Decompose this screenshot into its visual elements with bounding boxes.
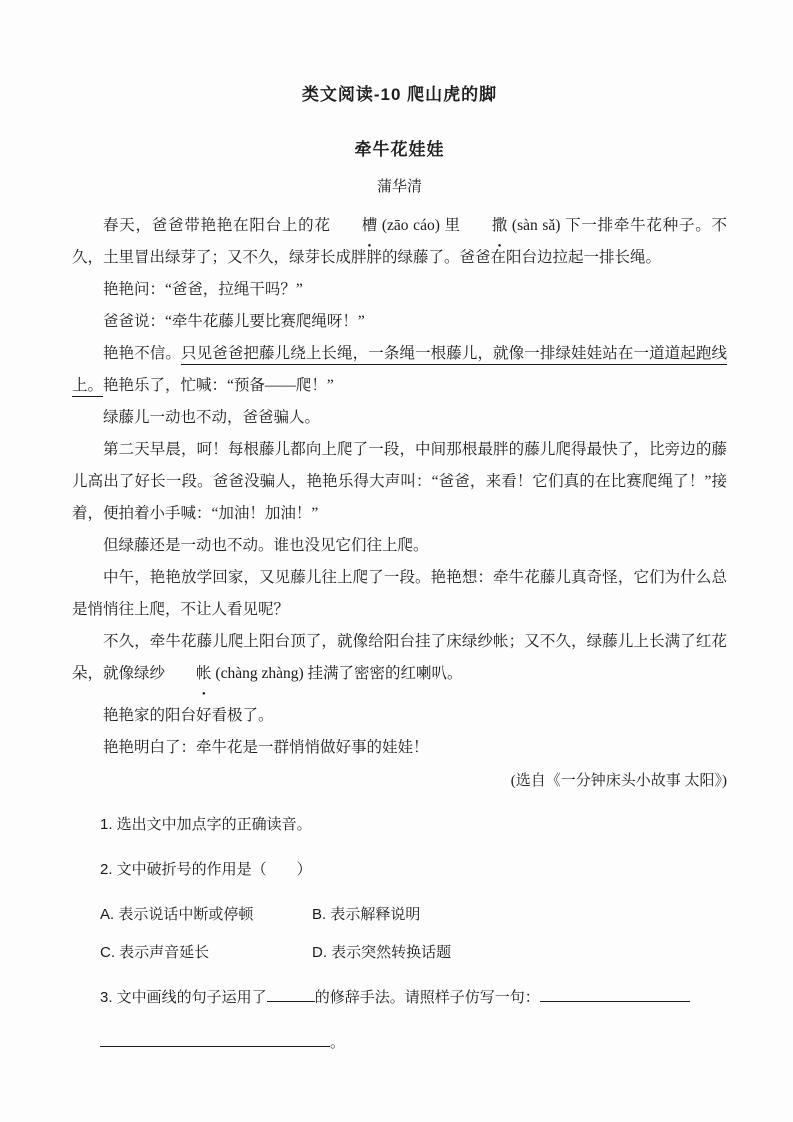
story-body [72, 210, 727, 764]
story-text: 不久，牵牛花藤儿爬上阳台顶了，就像给阳台挂了床绿纱帐；又不久，绿藤儿上长满了红花朵，就像绿纱 [72, 633, 727, 683]
option-c: C. 表示声音延长 [100, 944, 210, 962]
story-text: 中午，艳艳放学回家，又见藤儿往上爬了一段。艳艳想：牵牛花藤儿真奇怪，它们为什么总是悄悄往上爬，不让人看见呢？ [72, 569, 727, 619]
question-3-continuation [100, 1028, 727, 1058]
emphasis-dot-char: 帐 ● [165, 658, 212, 690]
question-3-period: 。 [330, 1034, 346, 1052]
answer-blank-line-2[interactable] [100, 1031, 330, 1047]
story-paragraph [72, 530, 727, 562]
story-text: 艳艳明白了：牵牛花是一群悄悄做好事的娃娃！ [103, 739, 429, 757]
question-3-text-2: 的修辞手法。请照样子仿写一句： [314, 989, 540, 1007]
story-text: 艳艳家的阳台好看极了。 [103, 707, 274, 725]
answer-blank-line-1[interactable] [540, 986, 690, 1002]
emphasis-dot-char: 槽 ● [331, 210, 378, 242]
story-text: 艳艳乐了，忙喊：“预备——爬！” [103, 377, 334, 395]
question-3 [100, 983, 727, 1013]
option-b: B. 表示解释说明 [312, 906, 421, 924]
question-2-options [100, 900, 727, 968]
story-text: 但绿藤还是一动也不动。谁也没见它们往上爬。 [103, 537, 429, 555]
story-paragraph [72, 274, 727, 306]
story-paragraph [72, 210, 727, 274]
option-d: D. 表示突然转换话题 [312, 944, 452, 962]
underlined-sentence: 只见爸爸把藤儿绕上长绳，一条绳一根藤儿，就像一排绿娃娃站在一道道起跑线上。 [72, 345, 727, 397]
story-source: (选自《一分钟床头小故事 太阳》) [510, 773, 727, 790]
questions-section [72, 810, 727, 1058]
story-text: 艳艳问：“爸爸，拉绳干吗？” [103, 281, 303, 299]
story-paragraph [72, 562, 727, 626]
story-text: 爸爸说：“牵牛花藤儿要比赛爬绳呀！” [103, 313, 365, 331]
answer-blank-rhetoric[interactable] [267, 986, 315, 1002]
story-paragraph [72, 402, 727, 434]
story-paragraph [72, 732, 727, 764]
story-title: 牵牛花娃娃 [354, 140, 445, 160]
story-text: 绿藤儿一动也不动，爸爸骗人。 [103, 409, 321, 427]
question-2: 2. 文中破折号的作用是（ ） [100, 861, 312, 879]
story-text: 第二天早晨，呵！每根藤儿都向上爬了一段，中间那根最胖的藤儿爬得最快了，比旁边的藤儿高出了好长一段。爸爸没骗人，艳艳乐得大声叫：“爸爸，来看！它们真的在比赛爬绳了！”接着，便拍着小手喊：“加油！加油！” [72, 441, 727, 523]
story-text: 春天，爸爸带艳艳在阳台上的花 [103, 217, 331, 235]
emphasis-dot-char: 撒 ● [461, 210, 508, 242]
story-paragraph [72, 626, 727, 690]
story-text: 艳艳不信。 [103, 345, 182, 363]
story-paragraph [72, 434, 727, 530]
story-paragraph [72, 700, 727, 732]
story-paragraph [72, 338, 727, 402]
worksheet-title: 类文阅读-10 爬山虎的脚 [301, 85, 498, 104]
story-author: 蒲华清 [376, 178, 422, 195]
question-3-text-1: 3. 文中画线的句子运用了 [100, 989, 267, 1007]
question-1: 1. 选出文中加点字的正确读音。 [100, 816, 312, 834]
story-paragraph [72, 306, 727, 338]
option-a: A. 表示说话中断或停顿 [100, 906, 254, 924]
story-text: (sàn sǎ) 下一排牵牛花种子。不久，土里冒出绿芽了；又不久，绿芽长成胖胖的绿藤了。爸爸在阳台边拉起一排长绳。 [72, 217, 727, 267]
story-text: (zāo cáo) 里 [377, 217, 461, 235]
story-text: (chàng zhàng) 挂满了密密的红喇叭。 [211, 665, 463, 683]
